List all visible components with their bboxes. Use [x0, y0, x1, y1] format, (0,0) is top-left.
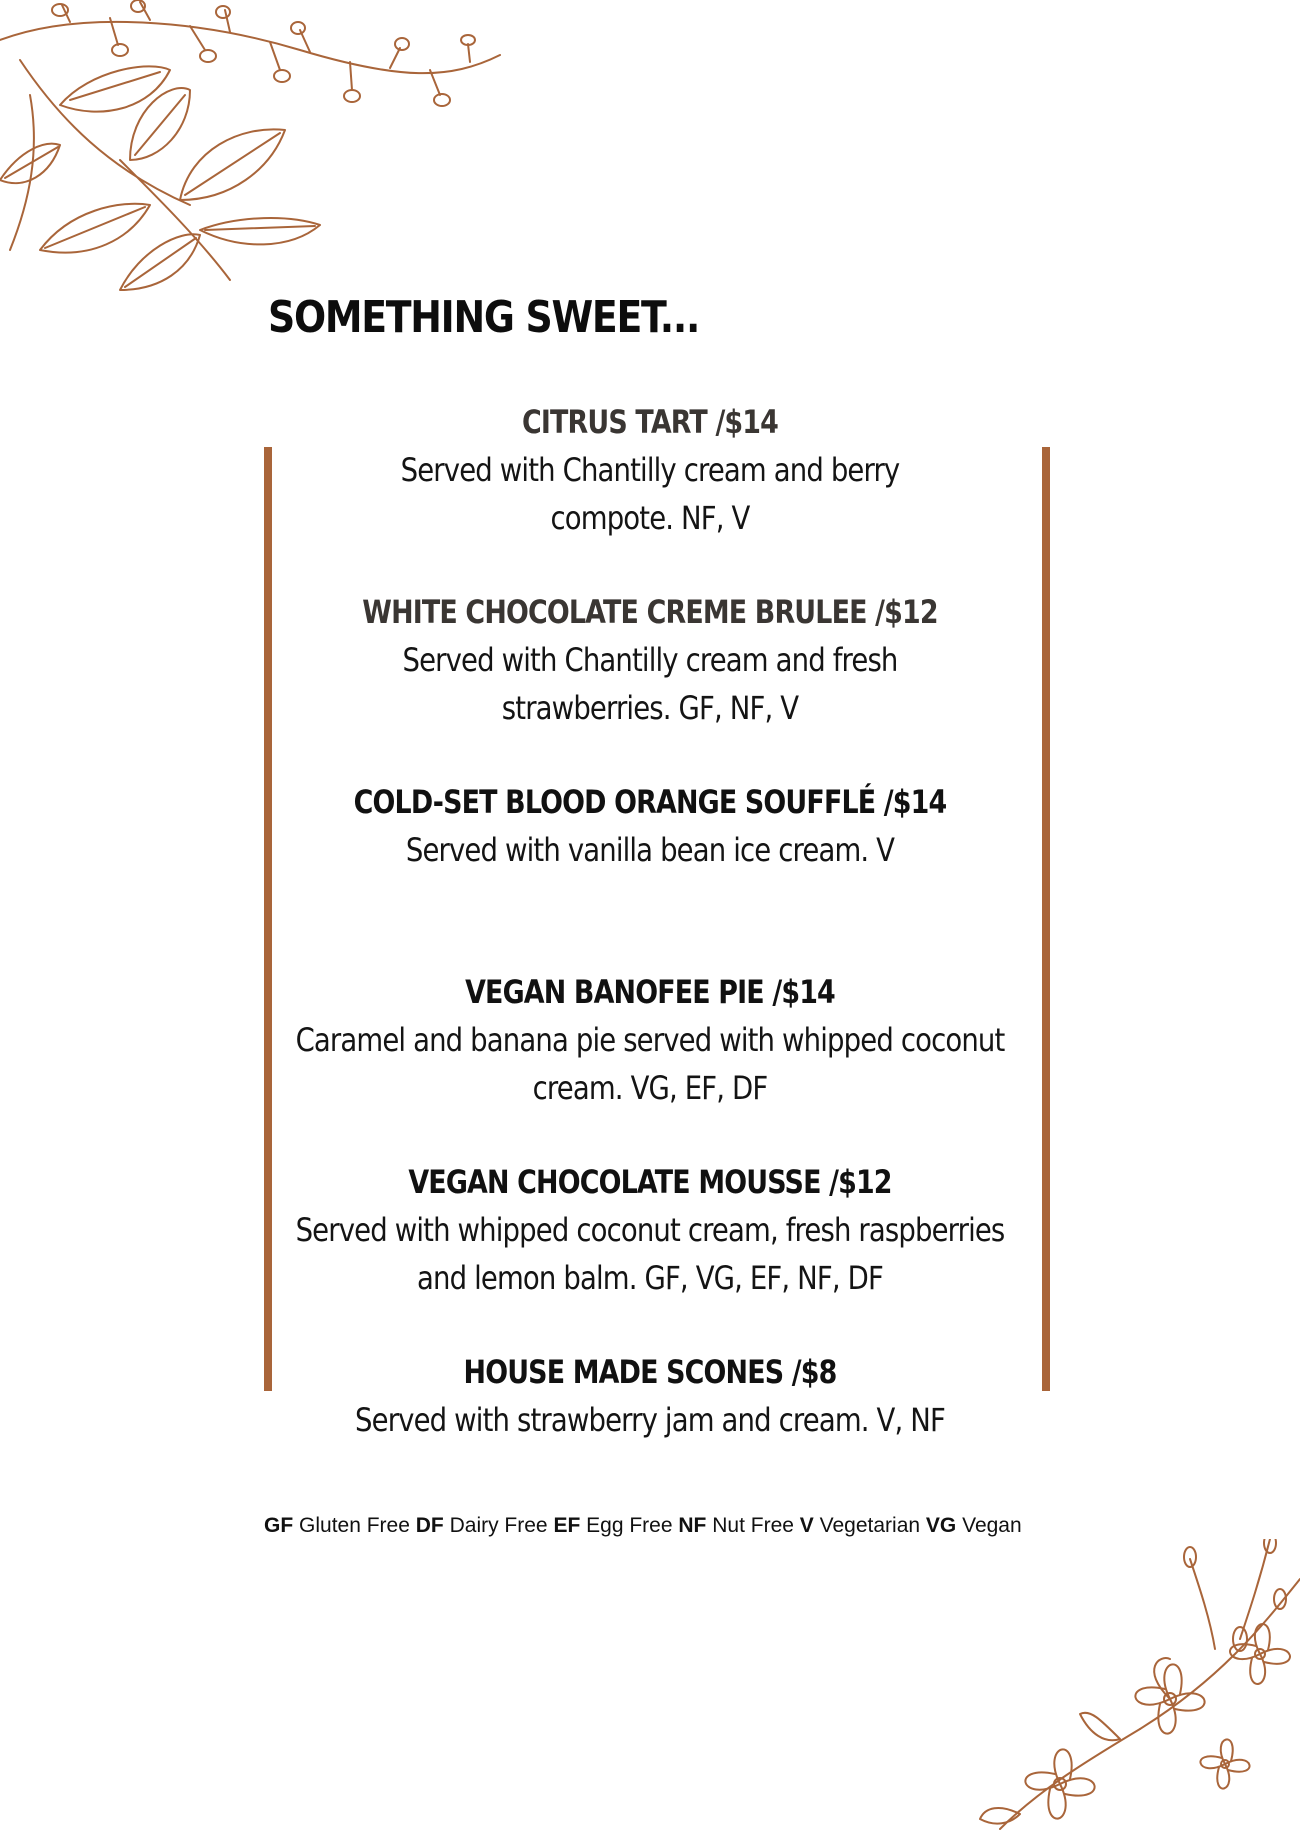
menu-item-chocolate-mousse — [200, 1158, 1100, 1348]
description-line: Served with vanilla bean ice cream. V — [405, 831, 895, 869]
description-line: Served with Chantilly cream and fresh — [402, 641, 898, 679]
menu-item-banoffee-pie — [200, 968, 1100, 1158]
legend-code-ef: EF — [553, 1514, 581, 1537]
menu-item-title: VEGAN BANOFEE PIE /$14 — [465, 973, 835, 1011]
leafy-branch-illustration — [0, 0, 520, 310]
legend-code-v: V — [799, 1514, 814, 1537]
description-line: Served with Chantilly cream and berry — [400, 451, 900, 489]
menu-item-description — [263, 826, 1037, 874]
menu-item-title: CITRUS TART /$14 — [521, 403, 779, 441]
menu-item-creme-brulee — [200, 588, 1100, 778]
legend-code-gf: GF — [264, 1514, 294, 1537]
legend-code-vg: VG — [925, 1514, 957, 1537]
description-line: Caramel and banana pie served with whipped coconut — [295, 1021, 1005, 1059]
legend-code-nf: NF — [678, 1514, 707, 1537]
page-title: SOMETHING SWEET... — [268, 292, 700, 343]
flower-cluster-illustration — [940, 1539, 1300, 1839]
description-line: cream. VG, EF, DF — [532, 1069, 768, 1107]
menu-item-title: VEGAN CHOCOLATE MOUSSE /$12 — [408, 1163, 892, 1201]
legend-label-nf: Nut Free — [712, 1514, 794, 1537]
legend-label-df: Dairy Free — [449, 1514, 548, 1537]
menu-item-description — [263, 1206, 1037, 1302]
menu-item-souffle — [200, 778, 1100, 968]
description-line: and lemon balm. GF, VG, EF, NF, DF — [417, 1259, 883, 1297]
menu-item-title: WHITE CHOCOLATE CREME BRULEE /$12 — [362, 593, 938, 631]
description-line: Served with whipped coconut cream, fresh raspberries — [295, 1211, 1005, 1249]
description-line: Served with strawberry jam and cream. V, NF — [355, 1401, 945, 1439]
menu-item-description — [263, 636, 1037, 732]
legend-label-ef: Egg Free — [586, 1514, 673, 1537]
legend-label-gf: Gluten Free — [299, 1514, 410, 1537]
menu-item-title: HOUSE MADE SCONES /$8 — [463, 1353, 837, 1391]
menu-item-citrus-tart — [200, 398, 1100, 588]
menu-item-description — [263, 1396, 1037, 1444]
legend-code-df: DF — [415, 1514, 444, 1537]
description-line: strawberries. GF, NF, V — [501, 689, 799, 727]
description-line: compote. NF, V — [550, 499, 750, 537]
menu-item-description — [263, 1016, 1037, 1112]
menu-list — [200, 398, 1100, 1538]
legend-label-vg: Vegan — [962, 1514, 1022, 1537]
legend-label-v: Vegetarian — [819, 1514, 921, 1537]
dietary-legend — [264, 1514, 1022, 1538]
menu-item-title: COLD-SET BLOOD ORANGE SOUFFLÉ /$14 — [353, 783, 947, 821]
menu-item-description — [263, 446, 1037, 542]
menu-item-scones — [200, 1348, 1100, 1538]
